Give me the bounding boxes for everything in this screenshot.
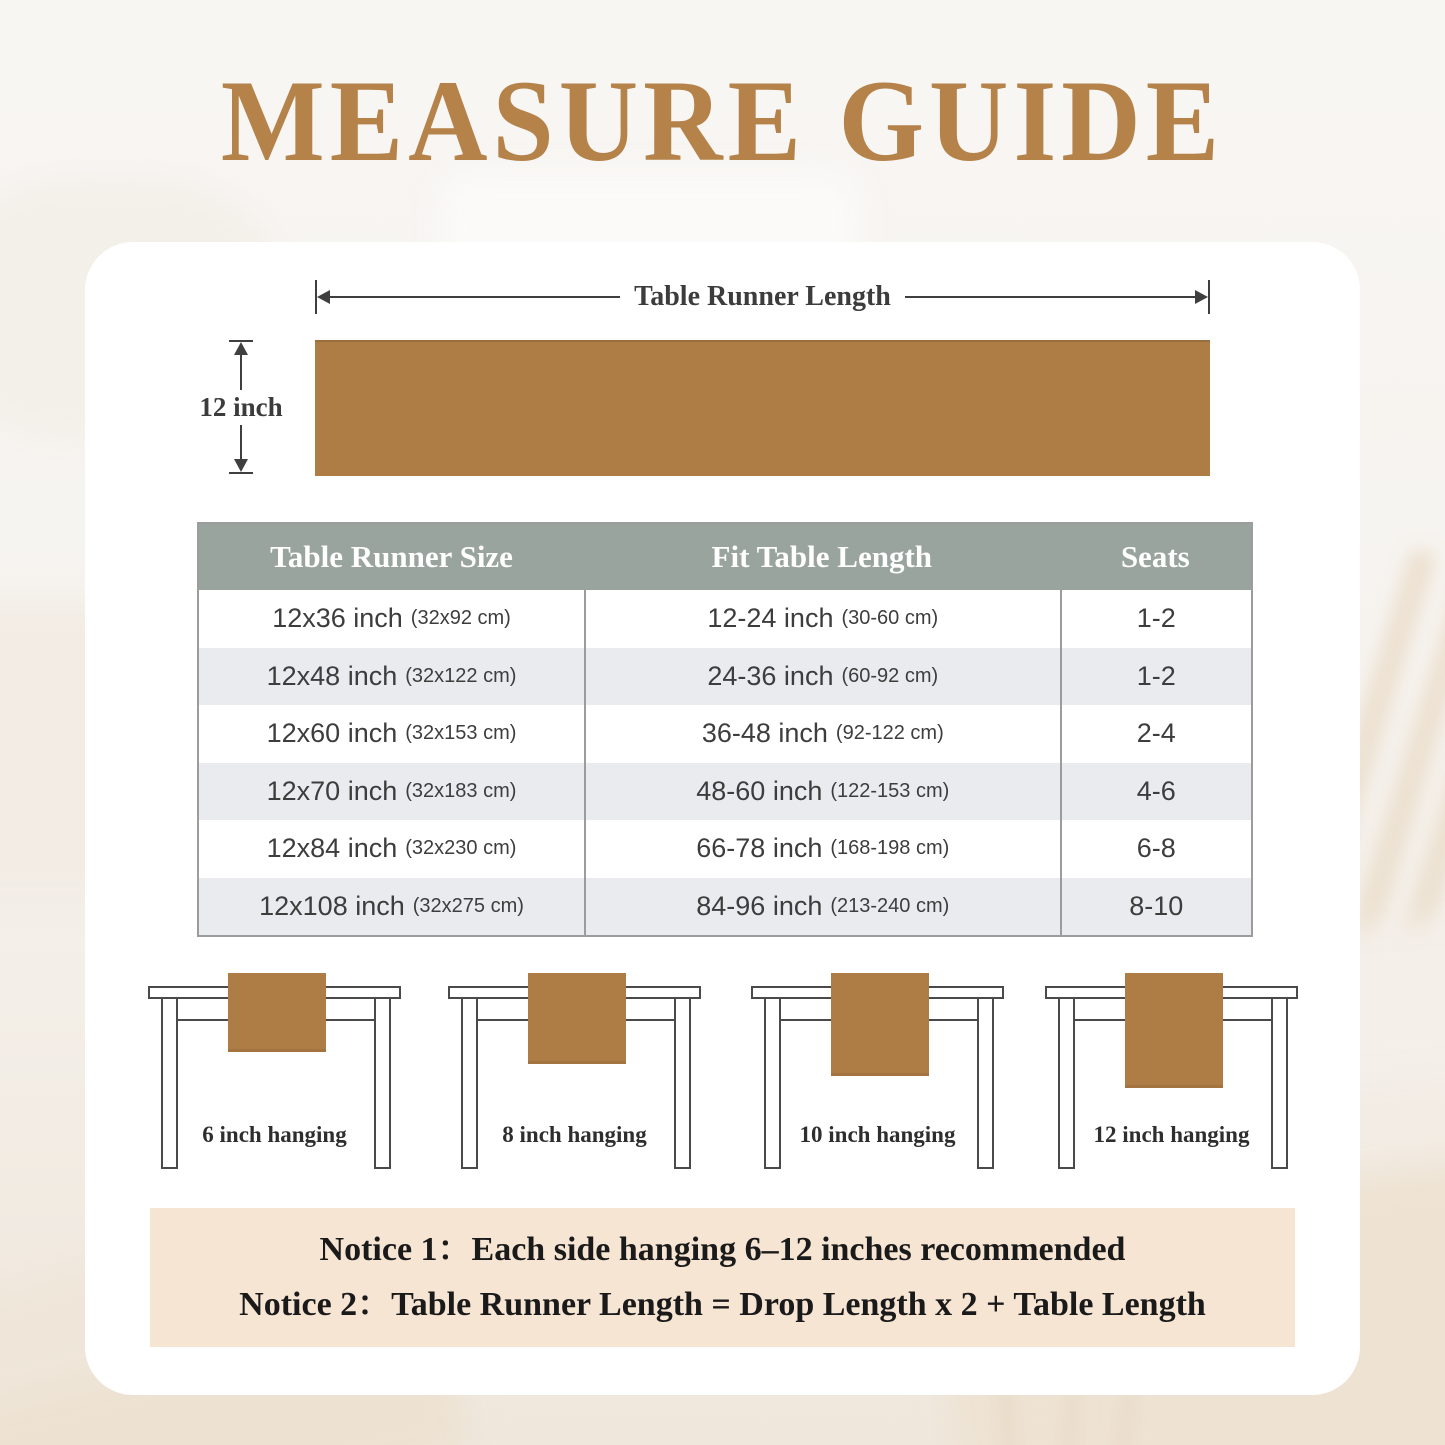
fit-inch: 24-36 inch: [707, 660, 834, 691]
size-inch: 12x84 inch: [266, 833, 398, 864]
dimension-line: [240, 425, 242, 460]
dimension-line: [240, 355, 242, 390]
fit-inch: 12-24 inch: [707, 603, 834, 634]
arrow-right-icon: [1195, 290, 1208, 304]
hanging-figure-8inch: [448, 970, 701, 1175]
notice-line-1: Notice 1：Each side hanging 6–12 inches recommended: [319, 1231, 1126, 1268]
cell-seats: 4-6: [1060, 763, 1251, 821]
cell-runner-size: [199, 763, 584, 821]
notice-line-2: Notice 2：Table Runner Length = Drop Length x 2 + Table Length: [239, 1286, 1206, 1323]
runner-drape: [831, 973, 929, 1076]
size-cm: (32x230 cm): [405, 837, 517, 860]
fit-inch: 48-60 inch: [696, 775, 823, 806]
fit-inch: 84-96 inch: [696, 890, 823, 921]
header-cell-size: Table Runner Size: [270, 539, 513, 574]
runner-drape: [528, 973, 626, 1064]
cell-seats: 1-2: [1060, 590, 1251, 648]
fit-cm: (30-60 cm): [841, 607, 939, 630]
table-header-row: [199, 524, 1251, 590]
width-dimension: [181, 340, 301, 474]
hanging-label: 8 inch hanging: [502, 1122, 647, 1147]
fit-cm: (92-122 cm): [835, 722, 944, 745]
cell-fit-length: [584, 763, 1060, 821]
size-cm: (32x275 cm): [412, 894, 524, 917]
size-inch: 12x60 inch: [266, 718, 398, 749]
dimension-end-cap: [229, 472, 253, 474]
width-dimension-label: 12 inch: [199, 391, 283, 422]
fit-cm: (213-240 cm): [830, 894, 950, 917]
runner-swatch: [315, 340, 1210, 476]
table-row: [199, 878, 1251, 936]
table-row: [199, 763, 1251, 821]
notice-box: [150, 1208, 1295, 1347]
cell-runner-size: [199, 590, 584, 648]
table-row: [199, 648, 1251, 706]
hanging-figure-10inch: [751, 970, 1004, 1175]
cell-seats: 1-2: [1060, 648, 1251, 706]
header-cell-seats: Seats: [1120, 539, 1190, 574]
cell-fit-length: [584, 705, 1060, 763]
table-row: [199, 705, 1251, 763]
fit-cm: (122-153 cm): [830, 779, 950, 802]
runner-drape: [228, 973, 326, 1052]
arrow-left-icon: [317, 290, 330, 304]
size-cm: (32x153 cm): [405, 722, 517, 745]
size-inch: 12x36 inch: [272, 603, 403, 634]
cell-fit-length: [584, 820, 1060, 878]
table-row: [199, 820, 1251, 878]
arrow-down-icon: [234, 459, 248, 472]
table-row: [199, 590, 1251, 648]
page-title: MEASURE GUIDE: [220, 56, 1225, 186]
size-inch: 12x48 inch: [266, 660, 398, 691]
size-cm: (32x122 cm): [405, 664, 517, 687]
hanging-label: 12 inch hanging: [1093, 1122, 1250, 1147]
cell-fit-length: [584, 590, 1060, 648]
cell-seats: 8-10: [1060, 878, 1251, 936]
cell-seats: 2-4: [1060, 705, 1251, 763]
hanging-label: 10 inch hanging: [799, 1122, 956, 1147]
hanging-figure-12inch: [1045, 970, 1298, 1175]
hanging-label: 6 inch hanging: [202, 1122, 347, 1147]
size-inch: 12x108 inch: [259, 890, 405, 921]
cell-runner-size: [199, 648, 584, 706]
length-dimension-label: Table Runner Length: [634, 281, 891, 312]
cell-runner-size: [199, 878, 584, 936]
cell-runner-size: [199, 705, 584, 763]
dimension-end-cap: [1208, 280, 1210, 314]
hanging-figure-6inch: [148, 970, 401, 1175]
fit-inch: 66-78 inch: [696, 833, 823, 864]
runner-drape: [1125, 973, 1223, 1088]
cell-runner-size: [199, 820, 584, 878]
fit-cm: (60-92 cm): [841, 664, 939, 687]
fit-cm: (168-198 cm): [830, 837, 950, 860]
cell-fit-length: [584, 648, 1060, 706]
size-cm: (32x183 cm): [405, 779, 517, 802]
size-table: [197, 522, 1253, 937]
header-cell-fit: Fit Table Length: [711, 539, 933, 574]
cell-fit-length: [584, 878, 1060, 936]
measure-card: [85, 242, 1360, 1395]
length-dimension: [315, 280, 1210, 314]
dimension-line: [330, 296, 620, 298]
size-cm: (32x92 cm): [410, 607, 511, 630]
fit-inch: 36-48 inch: [701, 718, 828, 749]
cell-seats: 6-8: [1060, 820, 1251, 878]
dimension-line: [905, 296, 1195, 298]
size-inch: 12x70 inch: [266, 775, 398, 806]
arrow-up-icon: [234, 342, 248, 355]
